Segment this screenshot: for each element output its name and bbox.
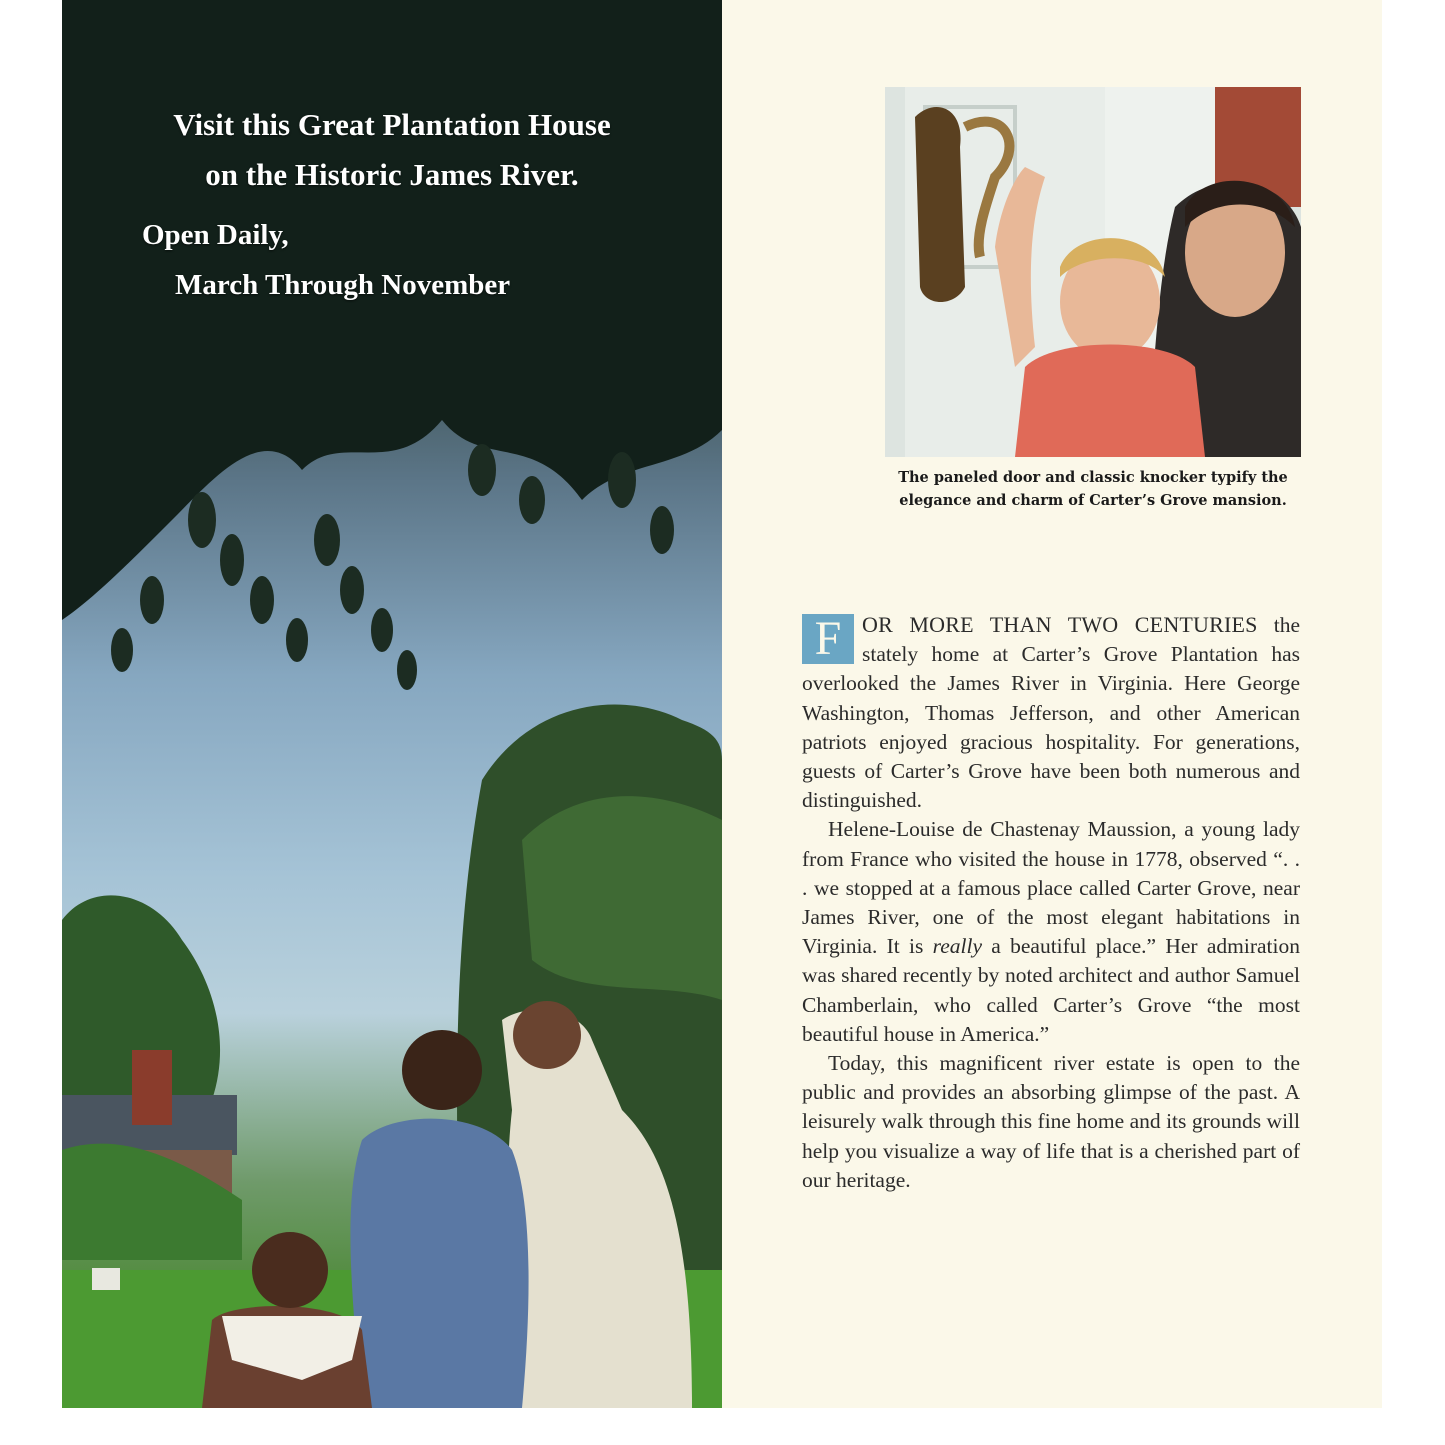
door-knocker-photo xyxy=(885,87,1301,457)
house-chimney xyxy=(132,1050,172,1125)
tree-canopy xyxy=(62,0,722,620)
cover-headline-line1: Visit this Great Plantation House xyxy=(173,107,611,142)
article-paragraph-2-part-b: a beautiful place.” Her admiration was shared recently by noted architect and author Samuel Chamberlain, who called Carter’s Grove “the most beautiful house in America.” xyxy=(802,934,1300,1046)
article-paragraph-2-part-a: Helene-Louise de Chastenay Maussion, a young lady from France who visited the house in 1778, observed “. . . we stopped at a famous place called Carter Grove, near James River, one of the most elegant habitations in Virginia. It is xyxy=(802,817,1300,959)
photo-caption-line2: elegance and charm of Carter’s Grove mansion. xyxy=(899,492,1287,509)
cover-text-block xyxy=(62,100,722,310)
girl-dress xyxy=(1015,345,1205,458)
door-knocker-illustration xyxy=(885,87,1301,457)
knocker xyxy=(915,107,965,302)
photo-caption xyxy=(880,466,1306,512)
article-paragraph-2-emphasis: really xyxy=(932,934,983,959)
drop-cap: F xyxy=(802,614,854,664)
bench xyxy=(92,1268,120,1290)
photo-caption-line1: The paneled door and classic knocker typify the xyxy=(898,469,1288,486)
cover-headline-line2: on the Historic James River. xyxy=(205,157,579,192)
article-body xyxy=(802,610,1300,1195)
woman-figure xyxy=(350,1119,528,1408)
inside-page-panel xyxy=(722,0,1382,1408)
article-paragraph-1 xyxy=(802,610,1300,815)
cover-hours-line2: March Through November xyxy=(175,269,511,301)
cover-headline xyxy=(62,100,722,200)
article-paragraph-1-text: the stately home at Carter’s Grove Plantation has overlooked the James River in Virginia. Here George Washington, Thomas Jefferson, and other American patriots enjoyed gracious hospitality. For generations, guests of Carter’s Grove have been both numerous and distinguished. xyxy=(802,613,1300,813)
cover-hours-line1: Open Daily, xyxy=(142,219,289,251)
cover-photo-panel xyxy=(62,0,722,1408)
article-lead: OR MORE THAN TWO CENTURIES xyxy=(862,612,1258,637)
article-paragraph-2 xyxy=(802,815,1300,1049)
article-paragraph-3: Today, this magnificent river estate is open to the public and provides an absorbing glimpse of the past. A leisurely walk through this fine home and its grounds will help you visualize a way of life that is a cherished part of our heritage. xyxy=(802,1051,1300,1192)
cover-hours xyxy=(142,210,722,310)
